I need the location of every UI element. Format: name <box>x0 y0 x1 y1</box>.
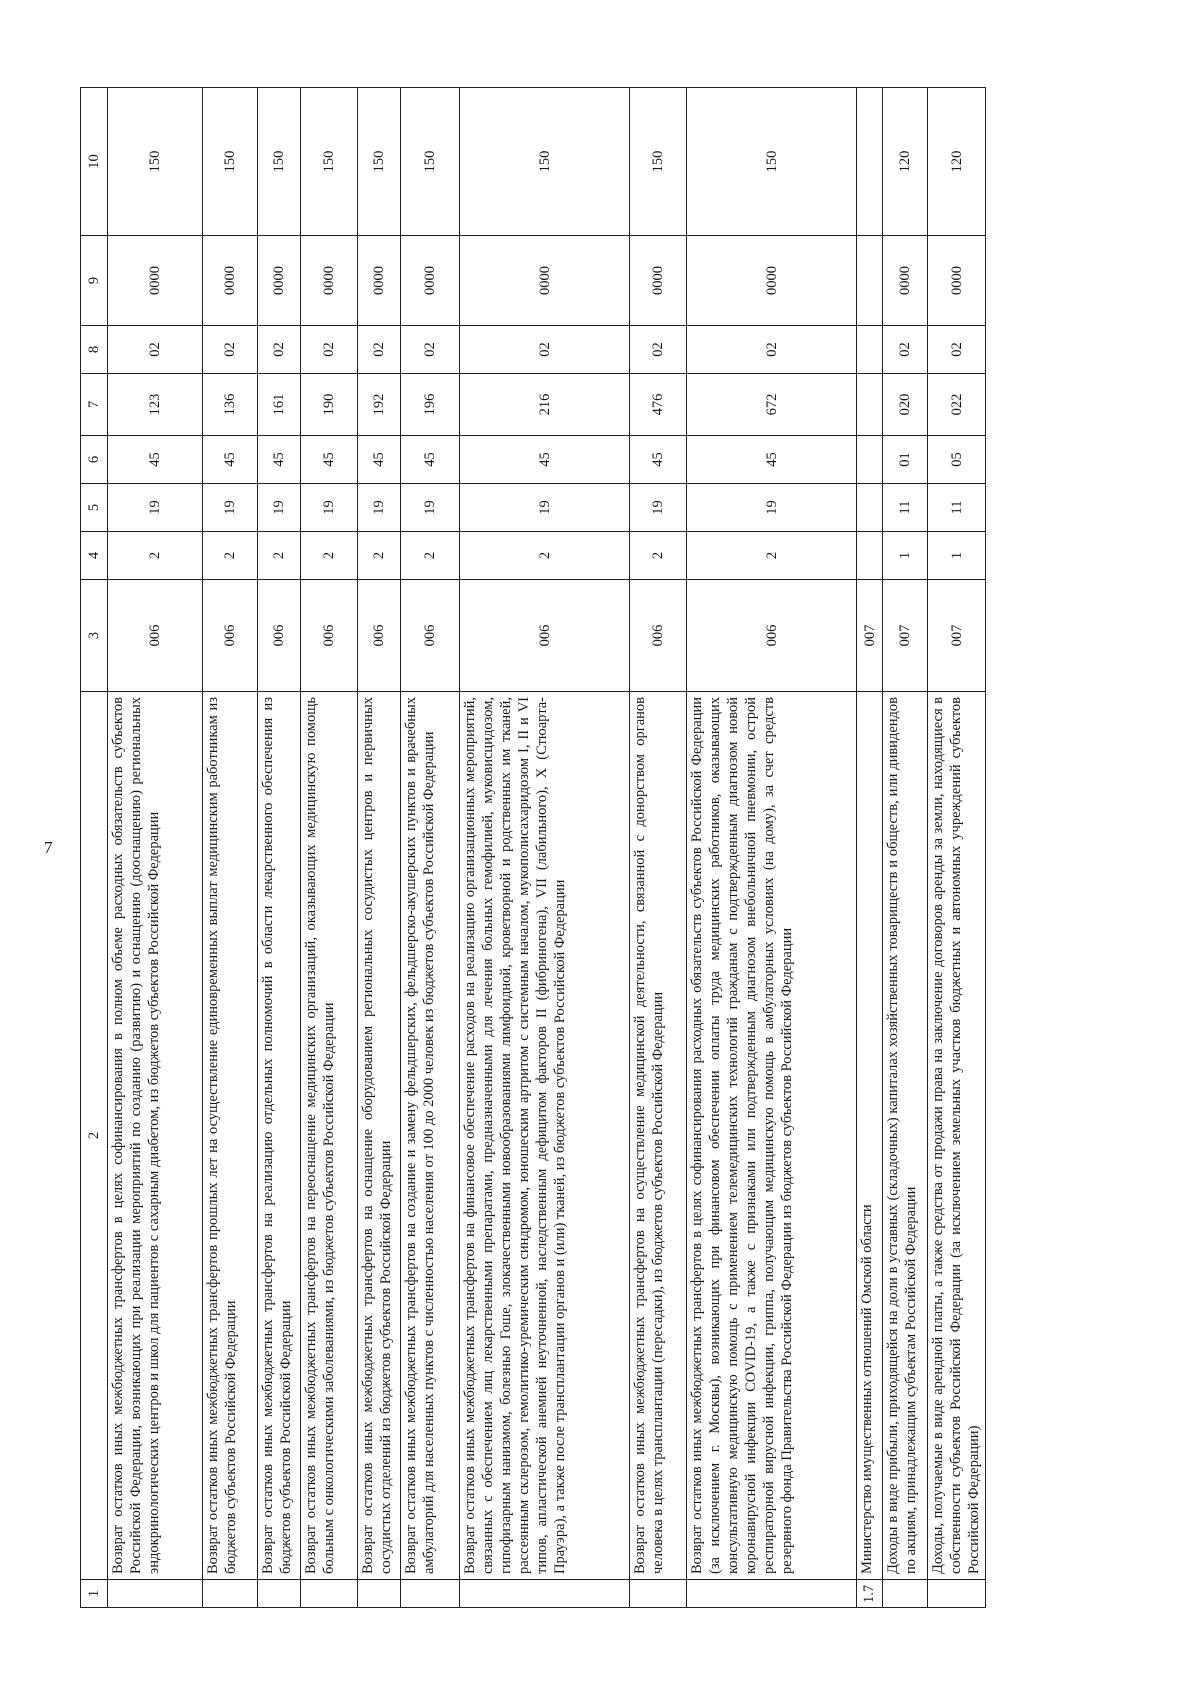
description-cell: Возврат остатков иных межбюджетных трансфертов прошлых лет на осуществление единовременных выплат медицинским работникам из бюджетов субъектов Российской Федерации <box>203 692 258 1580</box>
subarticle-code-cell: 020 <box>883 374 928 436</box>
element-code-cell <box>857 326 883 374</box>
table-row <box>928 88 986 1608</box>
group-code-cell: 2 <box>687 532 857 580</box>
classification-code-cell: 150 <box>460 88 630 236</box>
table-row <box>301 88 358 1608</box>
description-cell: Возврат остатков иных межбюджетных трансфертов в целях софинансирования в полном объеме расходных обязательств субъектов Российской Федерации, возникающих при реализации мероприятий по созданию (развитию) и оснащению (дооснащению) региональных эндокринологических центров и школ для пациентов с сахарным диабетом, из бюджетов субъектов Российской Федерации <box>108 692 203 1580</box>
column-number: 5 <box>81 484 108 532</box>
row-number-cell <box>401 1580 460 1608</box>
row-number-cell <box>108 1580 203 1608</box>
description-cell: Возврат остатков иных межбюджетных трансфертов на оснащение оборудованием региональных сосудистых центров и первичных сосудистых отделений из бюджетов субъектов Российской Федерации <box>358 692 401 1580</box>
column-number: 7 <box>81 374 108 436</box>
column-number: 9 <box>81 236 108 326</box>
description-cell: Доходы в виде прибыли, приходящейся на доли в уставных (складочных) капиталах хозяйственных товариществ и обществ, или дивидендов по акциям, принадлежащим субъектам Российской Федерации <box>883 692 928 1580</box>
table-row <box>857 88 883 1608</box>
subgroup-code-cell: 19 <box>108 484 203 532</box>
article-code-cell: 45 <box>460 436 630 484</box>
article-code-cell: 45 <box>358 436 401 484</box>
description-cell: Возврат остатков иных межбюджетных трансфертов на осуществление медицинской деятельности, связанной с донорством органов человека в целях трансплантации (пересадки), из бюджетов субъектов Российской Федерации <box>630 692 687 1580</box>
group-code-cell: 1 <box>883 532 928 580</box>
subgroup-code-cell: 11 <box>928 484 986 532</box>
article-code-cell: 45 <box>258 436 301 484</box>
column-number: 8 <box>81 326 108 374</box>
classification-code-cell <box>857 88 883 236</box>
description-cell: Возврат остатков иных межбюджетных трансфертов на финансовое обеспечение расходов на реализацию организационных мероприятий, связанных с обеспечением лиц лекарственными препаратами, предназначенными для лечения больных гемофилией, муковисцидозом, гипофизарным нанизмом, болезнью Гоше, злокачественными новообразованиями лимфоидной, кроветворной и родственных им тканей, рассеянным склерозом, гемолитико-уремическим синдромом, юношеским артритом с системным началом, мукополисахаридозом I, II и VI типов, апластической анемией неуточненной, наследственным дефицитом факторов II (фибриногена), VII (лабильного), X (Стюарта-Прауэра), а также после трансплантации органов и (или) тканей, из бюджетов субъектов Российской Федерации <box>460 692 630 1580</box>
table-row <box>687 88 857 1608</box>
element-code-cell: 02 <box>630 326 687 374</box>
admin-code-cell: 006 <box>108 580 203 692</box>
subgroup-code-cell: 19 <box>301 484 358 532</box>
program-code-cell: 0000 <box>460 236 630 326</box>
column-number-row <box>81 88 108 1608</box>
program-code-cell: 0000 <box>258 236 301 326</box>
element-code-cell: 02 <box>928 326 986 374</box>
article-code-cell: 45 <box>687 436 857 484</box>
article-code-cell: 45 <box>630 436 687 484</box>
program-code-cell <box>857 236 883 326</box>
row-number-cell <box>301 1580 358 1608</box>
subarticle-code-cell: 216 <box>460 374 630 436</box>
rotated-document <box>80 88 1085 1608</box>
group-code-cell: 2 <box>630 532 687 580</box>
subgroup-code-cell: 19 <box>203 484 258 532</box>
table-row <box>883 88 928 1608</box>
page-number: 7 <box>44 838 53 857</box>
description-cell: Возврат остатков иных межбюджетных трансфертов в целях софинансирования расходных обязательств субъектов Российской Федерации (за исключением г. Москвы), возникающих при финансовом обеспечении оплаты труда медицинских работников, оказывающих консультативную медицинскую помощь с применением телемедицинских технологий гражданам с подтвержденным диагнозом новой коронавирусной инфекции COVID-19, а также с признаками или подтвержденным диагнозом внебольничной пневмонии, острой респираторной вирусной инфекции, гриппа, получающим медицинскую помощь в амбулаторных условиях (на дому), за счет средств резервного фонда Правительства Российской Федерации из бюджетов субъектов Российской Федерации <box>687 692 857 1580</box>
program-code-cell: 0000 <box>108 236 203 326</box>
description-cell: Доходы, получаемые в виде арендной платы, а также средства от продажи права на заключение договоров аренды за земли, находящиеся в собственности субъектов Российской Федерации (за исключением земельных участков бюджетных и автономных учреждений субъектов Российской Федерации) <box>928 692 986 1580</box>
row-number-cell <box>258 1580 301 1608</box>
subarticle-code-cell: 190 <box>301 374 358 436</box>
admin-code-cell: 006 <box>687 580 857 692</box>
group-code-cell: 2 <box>203 532 258 580</box>
admin-code-cell: 007 <box>883 580 928 692</box>
article-code-cell: 01 <box>883 436 928 484</box>
subgroup-code-cell: 19 <box>460 484 630 532</box>
element-code-cell: 02 <box>883 326 928 374</box>
article-code-cell <box>857 436 883 484</box>
table-row <box>108 88 203 1608</box>
admin-code-cell: 006 <box>258 580 301 692</box>
row-number-cell <box>883 1580 928 1608</box>
table-row <box>630 88 687 1608</box>
element-code-cell: 02 <box>258 326 301 374</box>
table-row <box>203 88 258 1608</box>
program-code-cell: 0000 <box>401 236 460 326</box>
admin-code-cell: 007 <box>928 580 986 692</box>
article-code-cell: 05 <box>928 436 986 484</box>
column-number: 1 <box>81 1580 108 1608</box>
subgroup-code-cell: 11 <box>883 484 928 532</box>
row-number-cell <box>928 1580 986 1608</box>
column-number: 6 <box>81 436 108 484</box>
description-cell: Возврат остатков иных межбюджетных трансфертов на реализацию отдельных полномочий в области лекарственного обеспечения из бюджетов субъектов Российской Федерации <box>258 692 301 1580</box>
classification-code-cell: 150 <box>301 88 358 236</box>
group-code-cell: 2 <box>301 532 358 580</box>
classification-code-cell: 150 <box>258 88 301 236</box>
group-code-cell <box>857 532 883 580</box>
subarticle-code-cell: 672 <box>687 374 857 436</box>
subarticle-code-cell: 476 <box>630 374 687 436</box>
column-number: 3 <box>81 580 108 692</box>
element-code-cell: 02 <box>301 326 358 374</box>
subarticle-code-cell: 136 <box>203 374 258 436</box>
budget-codes-table <box>80 87 986 1608</box>
element-code-cell: 02 <box>687 326 857 374</box>
admin-code-cell: 006 <box>401 580 460 692</box>
admin-code-cell: 006 <box>460 580 630 692</box>
group-code-cell: 2 <box>460 532 630 580</box>
subarticle-code-cell: 123 <box>108 374 203 436</box>
subarticle-code-cell: 022 <box>928 374 986 436</box>
admin-code-cell: 006 <box>203 580 258 692</box>
article-code-cell: 45 <box>203 436 258 484</box>
subarticle-code-cell: 192 <box>358 374 401 436</box>
table-row <box>401 88 460 1608</box>
classification-code-cell: 150 <box>401 88 460 236</box>
classification-code-cell: 120 <box>928 88 986 236</box>
classification-code-cell: 150 <box>687 88 857 236</box>
admin-code-cell: 006 <box>301 580 358 692</box>
program-code-cell: 0000 <box>687 236 857 326</box>
subgroup-code-cell: 19 <box>687 484 857 532</box>
subgroup-code-cell: 19 <box>401 484 460 532</box>
element-code-cell: 02 <box>203 326 258 374</box>
admin-code-cell: 006 <box>630 580 687 692</box>
classification-code-cell: 120 <box>883 88 928 236</box>
subarticle-code-cell: 196 <box>401 374 460 436</box>
program-code-cell: 0000 <box>358 236 401 326</box>
subgroup-code-cell: 19 <box>630 484 687 532</box>
program-code-cell: 0000 <box>630 236 687 326</box>
description-cell: Министерство имущественных отношений Омской области <box>857 692 883 1580</box>
subgroup-code-cell: 19 <box>258 484 301 532</box>
article-code-cell: 45 <box>301 436 358 484</box>
admin-code-cell: 006 <box>358 580 401 692</box>
classification-code-cell: 150 <box>358 88 401 236</box>
subgroup-code-cell <box>857 484 883 532</box>
group-code-cell: 1 <box>928 532 986 580</box>
classification-code-cell: 150 <box>108 88 203 236</box>
row-number-cell <box>687 1580 857 1608</box>
row-number-cell <box>358 1580 401 1608</box>
row-number-cell <box>203 1580 258 1608</box>
row-number-cell: 1.7 <box>857 1580 883 1608</box>
subarticle-code-cell <box>857 374 883 436</box>
group-code-cell: 2 <box>401 532 460 580</box>
classification-code-cell: 150 <box>630 88 687 236</box>
program-code-cell: 0000 <box>928 236 986 326</box>
program-code-cell: 0000 <box>203 236 258 326</box>
article-code-cell: 45 <box>401 436 460 484</box>
row-number-cell <box>460 1580 630 1608</box>
column-number: 4 <box>81 532 108 580</box>
table-row <box>358 88 401 1608</box>
element-code-cell: 02 <box>401 326 460 374</box>
element-code-cell: 02 <box>460 326 630 374</box>
table-row <box>258 88 301 1608</box>
row-number-cell <box>630 1580 687 1608</box>
column-number: 10 <box>81 88 108 236</box>
subgroup-code-cell: 19 <box>358 484 401 532</box>
program-code-cell: 0000 <box>301 236 358 326</box>
group-code-cell: 2 <box>358 532 401 580</box>
description-cell: Возврат остатков иных межбюджетных трансфертов на создание и замену фельдшерских, фельдшерско-акушерских пунктов и врачебных амбулаторий для населенных пунктов с численностью населения от 100 до 2000 человек из бюджетов субъектов Российской Федерации <box>401 692 460 1580</box>
table-row <box>460 88 630 1608</box>
admin-code-cell: 007 <box>857 580 883 692</box>
group-code-cell: 2 <box>108 532 203 580</box>
classification-code-cell: 150 <box>203 88 258 236</box>
column-number: 2 <box>81 692 108 1580</box>
program-code-cell: 0000 <box>883 236 928 326</box>
element-code-cell: 02 <box>108 326 203 374</box>
description-cell: Возврат остатков иных межбюджетных трансфертов на переоснащение медицинских организаций, оказывающих медицинскую помощь больным с онкологическими заболеваниями, из бюджетов субъектов Российской Федерации <box>301 692 358 1580</box>
element-code-cell: 02 <box>358 326 401 374</box>
table-body <box>81 88 986 1608</box>
subarticle-code-cell: 161 <box>258 374 301 436</box>
article-code-cell: 45 <box>108 436 203 484</box>
group-code-cell: 2 <box>258 532 301 580</box>
